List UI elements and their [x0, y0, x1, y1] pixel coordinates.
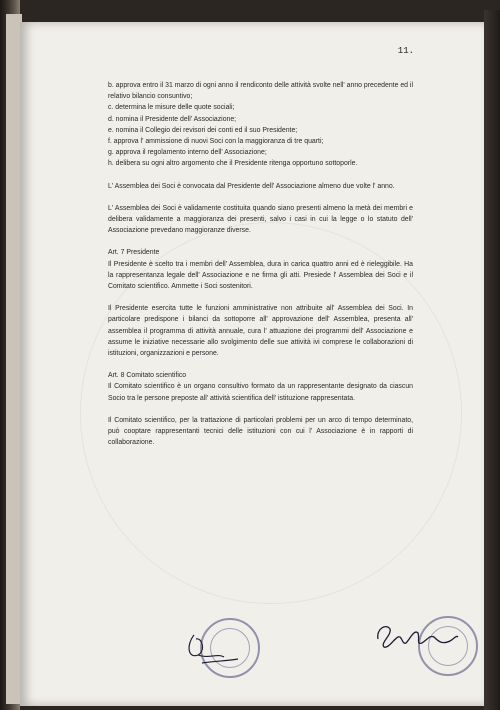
paragraph-quorum: L' Assemblea dei Soci è validamente costituita quando siano presenti almeno la metà dei membri e delibera validamente a maggioranza dei presenti, salvo i casi in cui la legge o lo statuto dell' Associazione prevedano maggioranze diverse.	[108, 204, 413, 235]
item-g: g. approva il regolamento interno dell' Associazione;	[108, 149, 267, 157]
document-body	[108, 80, 413, 448]
item-f: f. approva l' ammissione di nuovi Soci con la maggioranza di tre quarti;	[108, 138, 324, 146]
background-edge	[484, 10, 500, 710]
paragraph-committee-cooptation: Il Comitato scientifico, per la trattazione di particolari problemi per un arco di tempo determinato, può cooptare rappresentanti tecnici delle istituzioni con cui l' Associazione è in rapporti di collaborazione.	[108, 416, 413, 447]
paragraph-committee: Il Comitato scientifico è un organo consultivo formato da un rappresentante designato da ciascun Socio tra le persone preposte all' attività scientifica dell' istituzione rappresentata.	[108, 383, 413, 402]
signature-right	[372, 615, 462, 660]
item-d: d. nomina il Presidente dell' Associazione;	[108, 115, 237, 123]
item-e: e. nomina il Collegio dei revisori dei conti ed il suo Presidente;	[108, 126, 298, 134]
heading-art-7: Art. 7 Presidente	[108, 249, 160, 257]
item-c: c. determina le misure delle quote sociali;	[108, 104, 235, 112]
paragraph-convocation: L' Assemblea dei Soci è convocata dal Presidente dell' Associazione almeno due volte l' anno.	[108, 182, 395, 190]
signature-left	[180, 625, 250, 670]
paragraph-president: Il Presidente è scelto tra i membri dell' Assemblea, dura in carica quattro anni ed è rieleggibile. Ha la rappresentanza legale dell' Associazione e ne firma gli atti. Presiede l' Assemblea dei Soci e il Comitato scientifico. Ammette i Soci sostenitori.	[108, 260, 413, 291]
heading-art-8: Art. 8 Comitato scientifico	[108, 372, 187, 380]
page-number: 11.	[397, 46, 414, 56]
item-h: h. delibera su ogni altro argomento che il Presidente ritenga opportuno sottoporle.	[108, 160, 358, 168]
paragraph-president-functions: Il Presidente esercita tutte le funzioni amministrative non attribuite all' Assemblea dei Soci. In particolare predispone i bilanci da sottoporre all' approvazione dell' Assemblea, presenta all' assemblea il programma di attività annuale, cura l' attuazione dei programmi dell' Associazione e assume le iniziative necessarie allo svolgimento delle sue attività ivi comprese le collaborazioni di istituzioni, organizzazioni e persone.	[108, 305, 413, 358]
item-b: b. approva entro il 31 marzo di ogni anno il rendiconto delle attività svolte nell' anno precedente ed il relativo bilancio consuntivo;	[108, 82, 413, 101]
